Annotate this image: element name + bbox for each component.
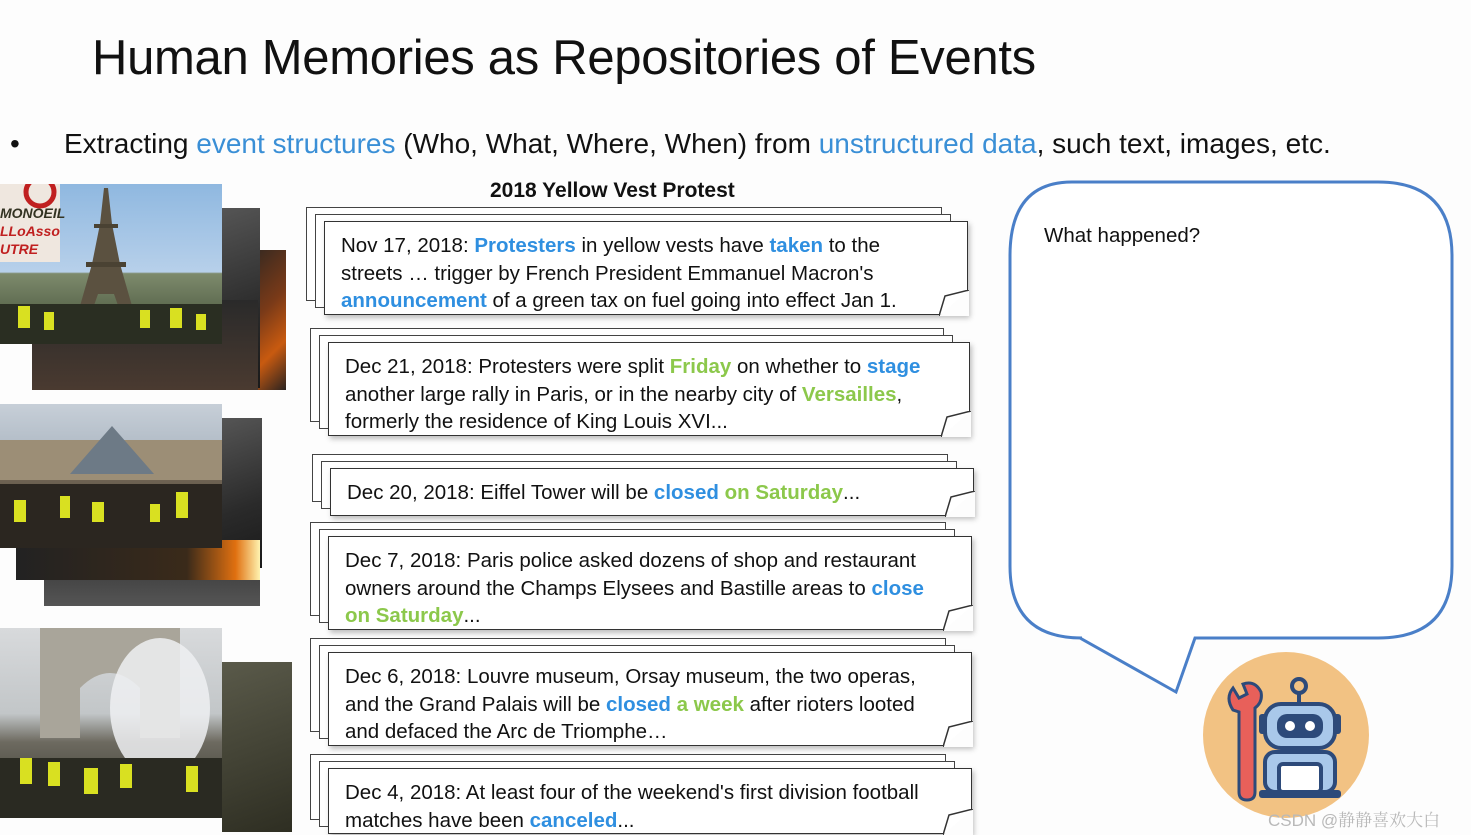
event-keyword: on Saturday [724, 481, 844, 504]
event-keyword: close [871, 576, 924, 600]
robot-wrench-icon [1203, 652, 1369, 818]
event-card [328, 768, 972, 834]
event-text-segment: of a green tax on fuel going into effect Jan 1. [486, 289, 897, 312]
photo-eiffel-protest [0, 184, 222, 344]
bubble-question: What happened? [1044, 224, 1201, 247]
photo-arc-protest [0, 628, 222, 818]
event-keyword: on Saturday [345, 604, 464, 627]
event-text-segment: Dec 7, 2018: Paris police asked dozens of shop and restaurant owners around the Champs Elysees and Bastille areas to [345, 549, 916, 600]
event-text [345, 779, 947, 834]
event-keyword: announcement [341, 289, 487, 312]
event-text-segment: another large rally in Paris, or in the nearby city of [345, 382, 802, 406]
event-text-segment: Dec 4, 2018: At least four of the weekend's first division football matches have been [345, 781, 919, 832]
event-text [345, 663, 947, 746]
event-text-segment: in yellow vests have [575, 234, 770, 257]
page-fold-icon [945, 491, 975, 517]
event-keyword: Protesters [474, 234, 576, 257]
event-text [345, 547, 947, 630]
arc-de-triomphe-image [0, 628, 222, 818]
page-fold-icon [941, 411, 971, 437]
section-title: 2018 Yellow Vest Protest [490, 179, 735, 202]
bullet-highlight-event-structures: event structures [196, 128, 396, 159]
event-text-segment: to the streets … trigger by French President Emmanuel Macron's [341, 234, 881, 285]
event-keyword: Friday [669, 355, 732, 378]
event-text-segment: Nov 17, 2018: [341, 234, 475, 257]
event-card [324, 221, 968, 315]
bullet-line [10, 128, 1331, 160]
event-text-segment: ... [617, 808, 635, 832]
event-text-segment: Dec 6, 2018: Louvre museum, Orsay museum, the two operas, and the Grand Palais will be [345, 665, 916, 716]
photo-louvre-protest [0, 404, 222, 548]
event-keyword: closed [653, 481, 719, 504]
event-text-segment: ... [463, 604, 481, 627]
page-fold-icon [939, 290, 969, 316]
page-fold-icon [943, 721, 973, 747]
page-fold-icon [943, 605, 973, 631]
event-text [347, 479, 949, 507]
event-keyword: a week [676, 692, 744, 716]
photo-fire-back-1 [258, 250, 286, 390]
event-text-segment: Dec 21, 2018: Protesters were split [345, 355, 670, 378]
bullet-text-1: Extracting [64, 128, 197, 159]
event-text-segment: , formerly the residence of King Louis XVI... [345, 382, 903, 433]
event-text-segment: Dec 20, 2018: Eiffel Tower will be [347, 481, 654, 504]
event-text [341, 232, 943, 315]
event-keyword: taken [769, 234, 824, 257]
event-card [328, 342, 970, 436]
protest-sign-text: MONOEIL LLoAsso UTRE [0, 205, 66, 257]
event-card [330, 468, 974, 516]
event-text-segment: on whether to [731, 355, 867, 378]
event-card [328, 652, 972, 746]
bullet-highlight-unstructured-data: unstructured data [818, 128, 1037, 159]
page-fold-icon [943, 809, 973, 835]
speech-bubble [1000, 176, 1460, 700]
event-keyword: closed [605, 692, 671, 716]
watermark: CSDN @静静喜欢大白 [1268, 811, 1441, 830]
bullet-text-3: , such text, images, etc. [1036, 128, 1331, 159]
photo-stack-back-3 [222, 662, 292, 832]
event-keyword: stage [866, 355, 921, 378]
bullet-marker: • [10, 128, 20, 159]
louvre-pyramid-image [0, 404, 222, 548]
event-text [345, 353, 945, 436]
bullet-text-2: (Who, What, Where, When) from [395, 128, 819, 159]
robot-icon [1203, 652, 1369, 818]
event-keyword: canceled [529, 808, 618, 832]
event-keyword: Versailles [801, 382, 897, 406]
event-text-segment: ... [843, 481, 861, 504]
event-card [328, 536, 972, 630]
event-text-segment: after rioters looted and defaced the Arc de Triomphe… [345, 692, 915, 743]
slide-title: Human Memories as Repositories of Events [92, 31, 1036, 85]
